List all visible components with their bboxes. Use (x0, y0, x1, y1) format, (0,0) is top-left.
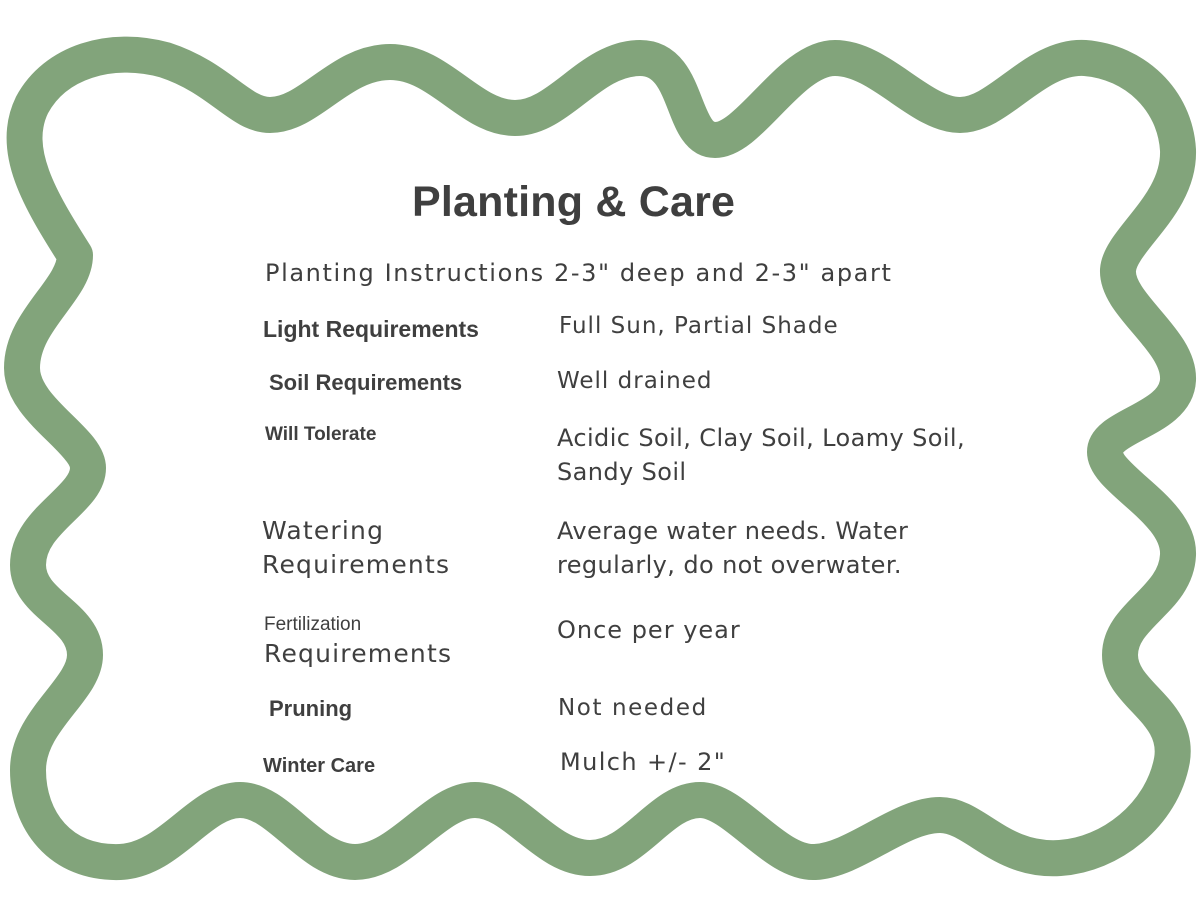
page-title: Planting & Care (412, 178, 736, 226)
fertilization-label-line1: Fertilization (264, 614, 362, 635)
watering-requirements-value: Average water needs. Water regularly, do not overwater. (557, 517, 909, 579)
winter-care-label: Winter Care (263, 755, 376, 777)
will-tolerate-label: Will Tolerate (265, 424, 377, 445)
pruning-label: Pruning (269, 696, 353, 721)
will-tolerate-value: Acidic Soil, Clay Soil, Loamy Soil, Sandy Soil (557, 424, 966, 486)
soil-requirements-value: Well drained (557, 368, 713, 394)
watering-requirements-label: Watering Requirements (262, 516, 451, 579)
winter-care-value: Mulch +/- 2" (560, 748, 727, 776)
pruning-value: Not needed (558, 695, 708, 721)
soil-requirements-label: Soil Requirements (269, 370, 463, 395)
light-requirements-label: Light Requirements (263, 316, 479, 342)
fertilization-value: Once per year (557, 616, 741, 644)
light-requirements-value: Full Sun, Partial Shade (559, 313, 839, 339)
planting-instructions: Planting Instructions 2-3" deep and 2-3" apart (265, 259, 893, 287)
fertilization-label-line2: Requirements (264, 639, 453, 668)
